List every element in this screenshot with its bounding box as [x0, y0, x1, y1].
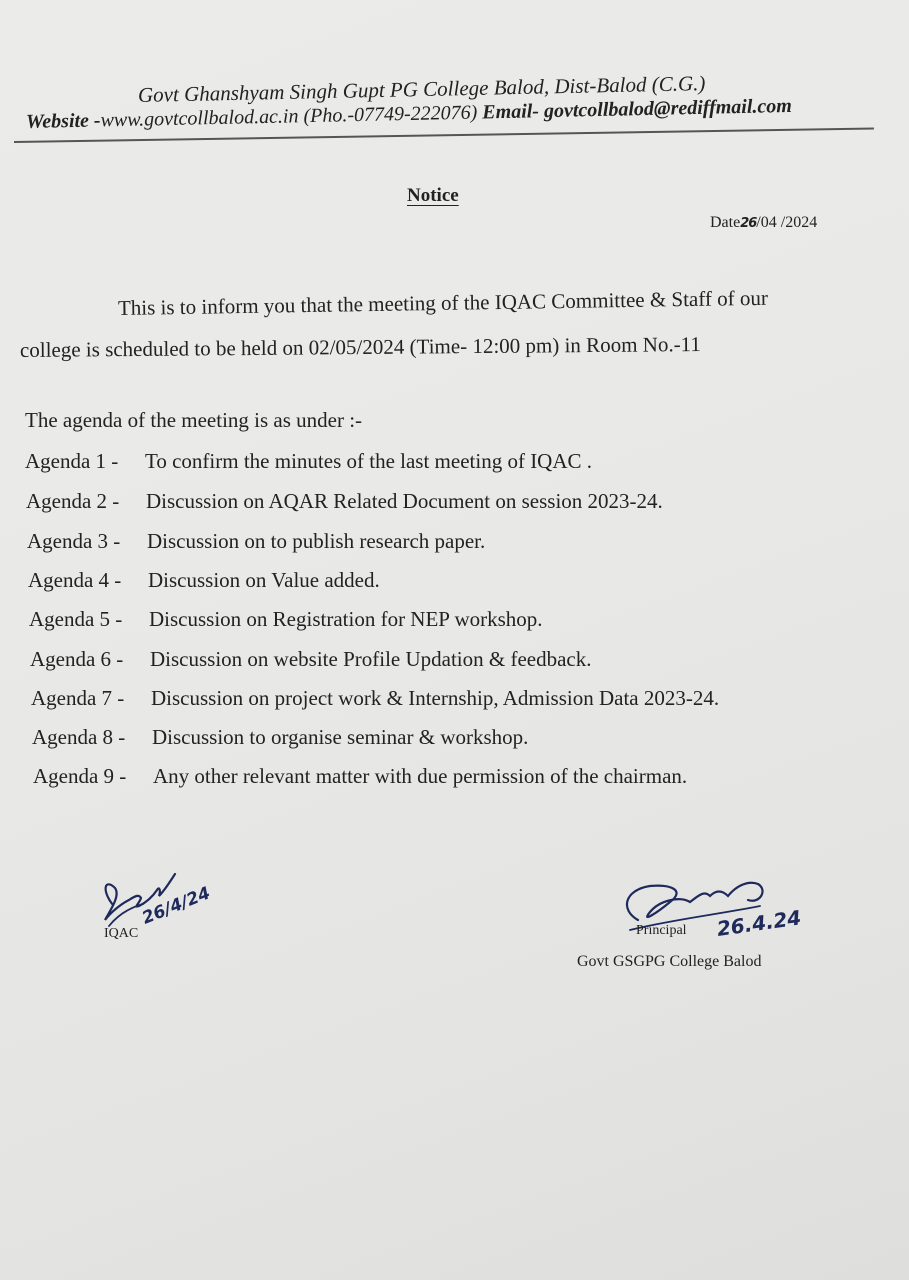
email-text: govtcollbalod@rediffmail.com: [543, 94, 793, 123]
agenda-intro: The agenda of the meeting is as under :-: [25, 408, 363, 432]
agenda-text: Discussion on Registration for NEP workshop.: [149, 607, 543, 631]
agenda-text: Discussion on AQAR Related Document on session 2023-24.: [146, 489, 663, 513]
agenda-item: [27, 529, 485, 554]
agenda-item: [25, 449, 592, 474]
principal-label: Principal: [636, 923, 687, 938]
notice-date: [710, 214, 817, 232]
email-prefix: Email-: [482, 100, 540, 124]
agenda-text: Any other relevant matter with due permission of the chairman.: [153, 764, 688, 788]
agenda-item: [32, 725, 528, 750]
college-sign-label: Govt GSGPG College Balod: [577, 953, 762, 970]
website-prefix: Website -: [25, 109, 101, 133]
agenda-label: Agenda 2 -: [26, 489, 120, 513]
agenda-item: [30, 647, 592, 672]
body-paragraph-line1: This is to inform you that the meeting of the IQAC Committee & Staff of our: [117, 285, 769, 320]
agenda-item: [31, 686, 719, 711]
date-prefix: Date: [710, 214, 741, 231]
iqac-signature-date: 26/4/24: [139, 883, 214, 929]
agenda-text: Discussion on to publish research paper.: [147, 529, 486, 553]
agenda-label: Agenda 4 -: [28, 568, 122, 592]
college-name: Govt Ghanshyam Singh Gupt PG College Balod, Dist-Balod (C.G.): [137, 71, 706, 107]
agenda-label: Agenda 5 -: [29, 607, 123, 631]
agenda-item: [33, 764, 687, 789]
date-suffix: /04 /2024: [756, 214, 818, 231]
date-handwritten-day: 26: [740, 216, 757, 231]
agenda-text: Discussion on project work & Internship, Admission Data 2023-24.: [151, 686, 720, 710]
body-paragraph-line2: college is scheduled to be held on 02/05/2024 (Time- 12:00 pm) in Room No.-11: [19, 332, 701, 362]
agenda-item: [29, 607, 543, 632]
agenda-label: Agenda 6 -: [30, 647, 124, 671]
agenda-item: [28, 568, 380, 593]
agenda-text: Discussion to organise seminar & workshop.: [152, 725, 529, 749]
agenda-text: Discussion on website Profile Updation & feedback.: [150, 647, 592, 671]
agenda-label: Agenda 7 -: [31, 686, 125, 710]
phone-text: (Pho.-07749-222076): [303, 101, 478, 128]
notice-title: Notice: [407, 185, 459, 206]
agenda-label: Agenda 1 -: [25, 449, 119, 473]
agenda-item: [26, 489, 663, 514]
agenda-text: To confirm the minutes of the last meeting of IQAC .: [145, 449, 593, 473]
agenda-label: Agenda 8 -: [32, 725, 126, 749]
agenda-label: Agenda 9 -: [33, 764, 127, 788]
agenda-text: Discussion on Value added.: [148, 568, 380, 592]
agenda-label: Agenda 3 -: [27, 529, 121, 553]
website-text: www.govtcollbalod.ac.in: [100, 105, 299, 132]
iqac-label: IQAC: [104, 926, 139, 941]
principal-signature-date: 26.4.24: [715, 905, 803, 941]
